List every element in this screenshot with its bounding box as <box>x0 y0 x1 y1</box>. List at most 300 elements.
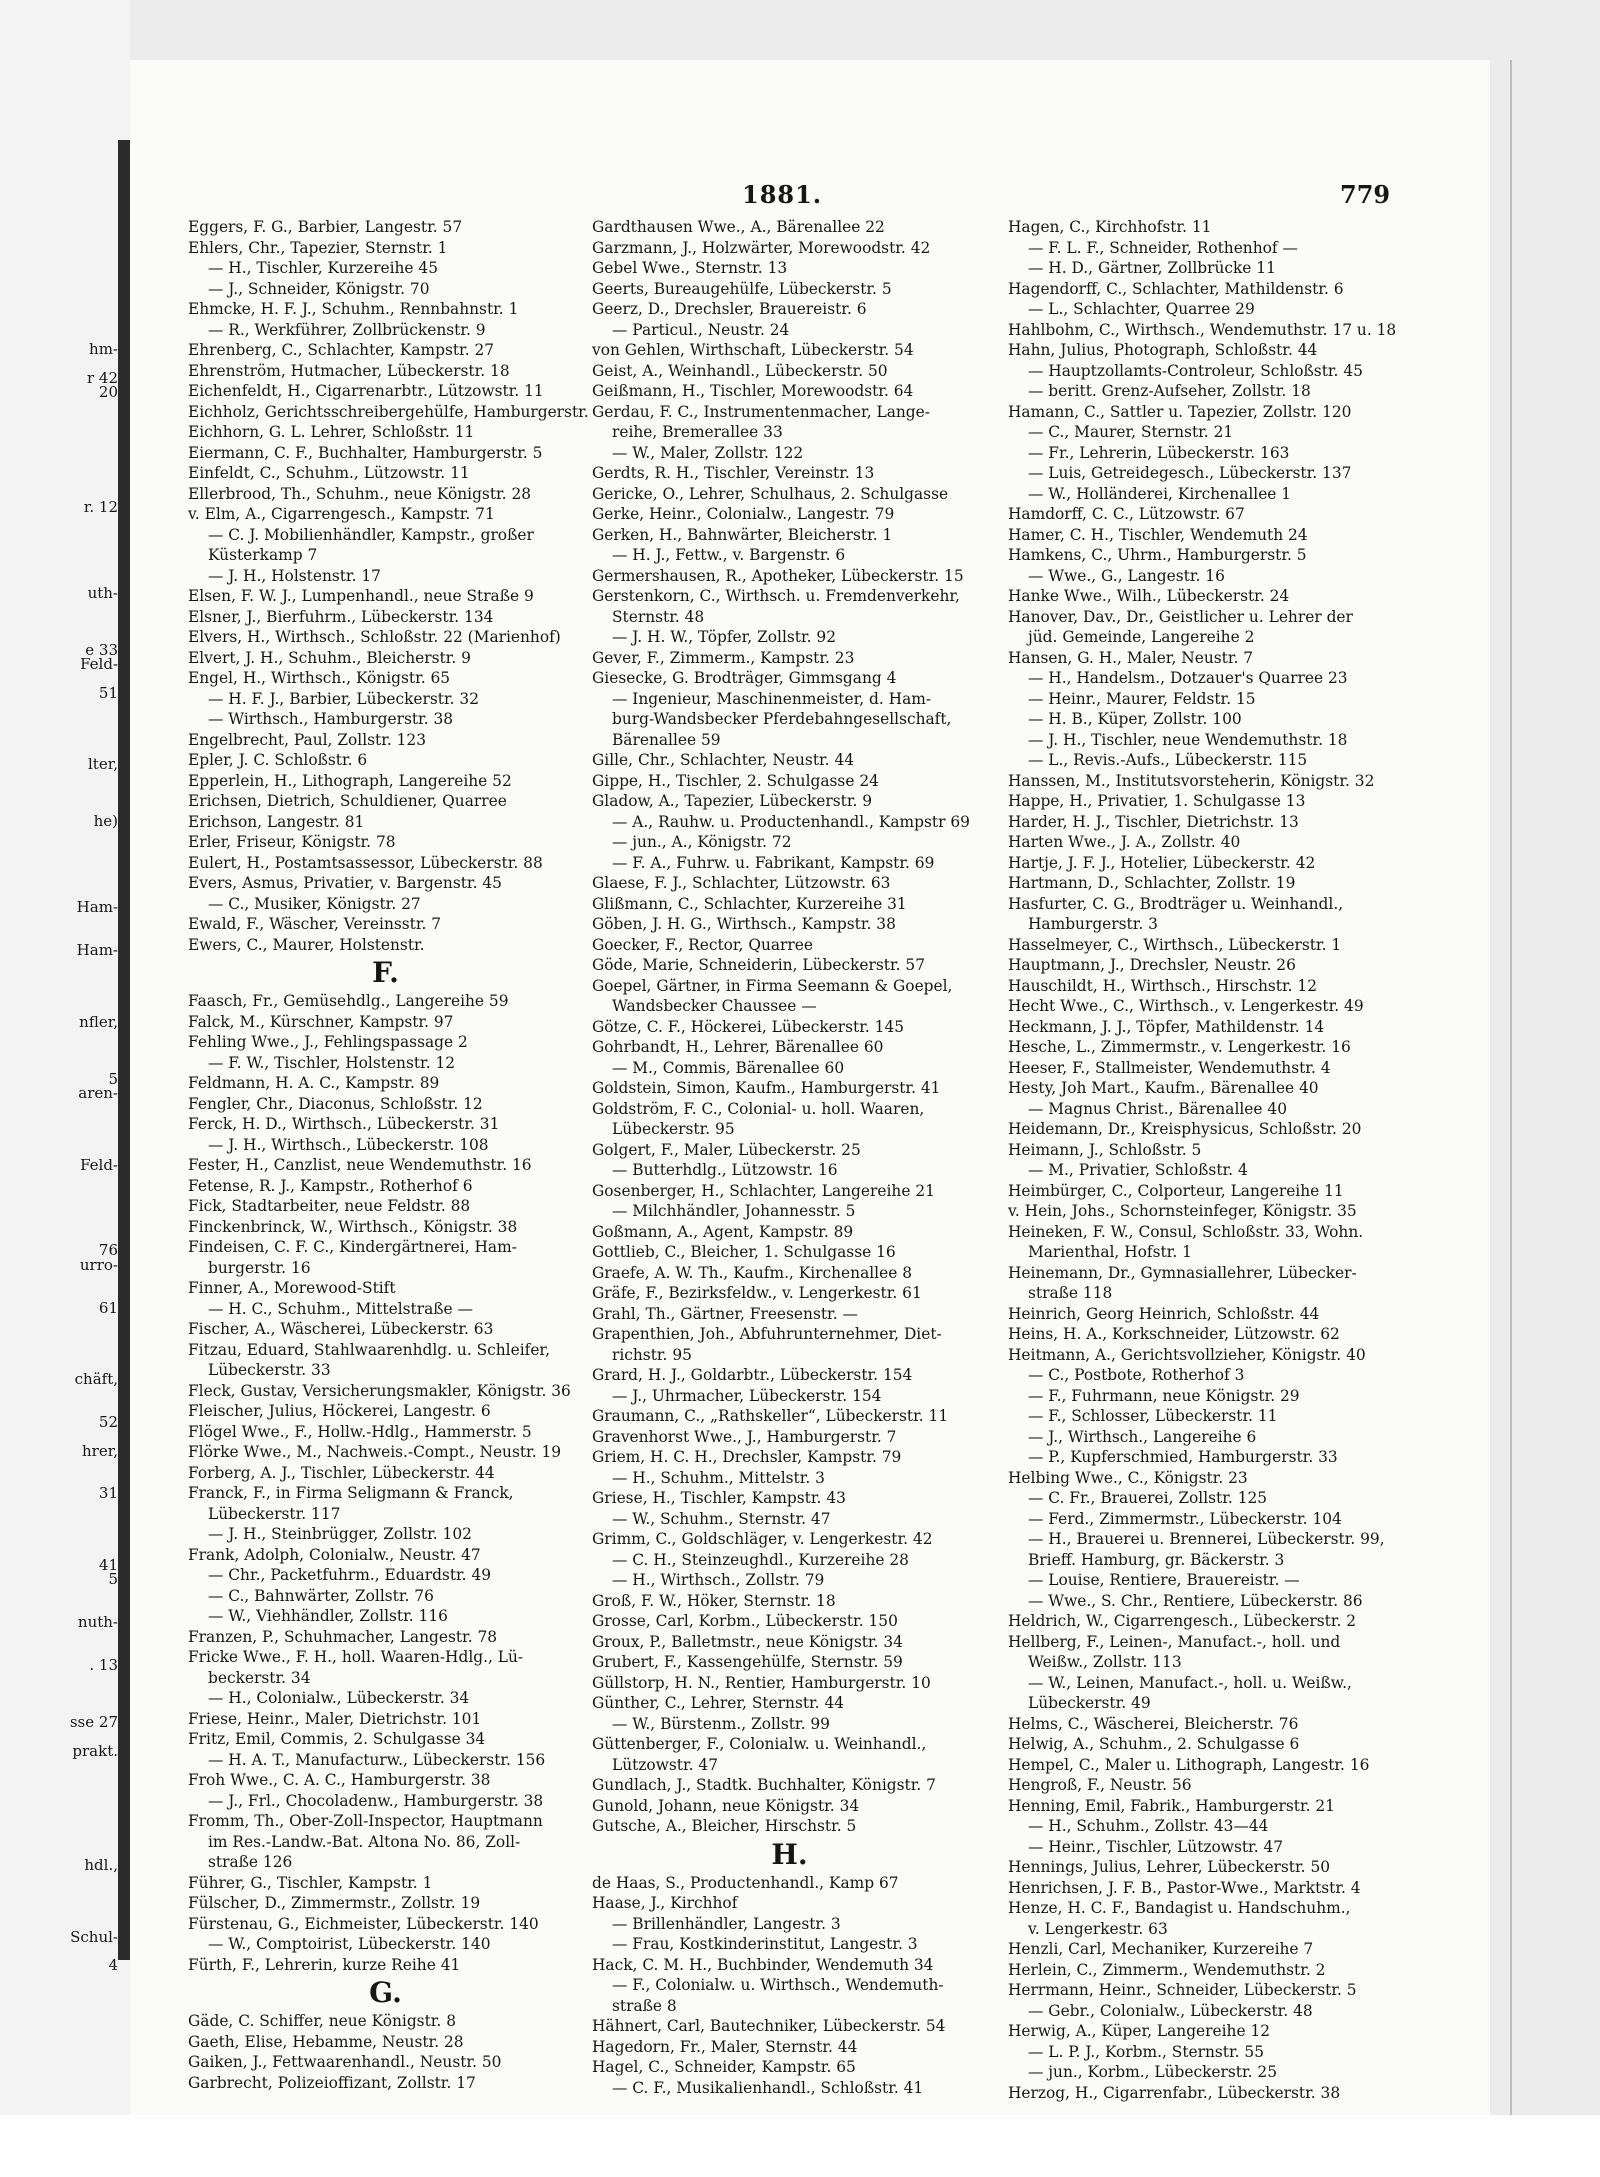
margin-fragment: nfler, <box>79 1012 118 1031</box>
directory-entry: Götze, C. F., Höckerei, Lübeckerstr. 145 <box>592 1017 905 1036</box>
directory-entry: Epperlein, H., Lithograph, Langereihe 52 <box>188 771 512 790</box>
directory-entry: Gebel Wwe., Sternstr. 13 <box>592 259 788 277</box>
directory-entry: Hansen, G. H., Maler, Neustr. 7 <box>1008 648 1254 667</box>
directory-entry: Falck, M., Kürschner, Kampstr. 97 <box>188 1012 454 1031</box>
directory-entry: Epler, J. C. Schloßstr. 6 <box>188 751 368 769</box>
directory-entry: — Milchhändler, Johannesstr. 5 <box>612 1202 856 1220</box>
directory-entry: Harten Wwe., J. A., Zollstr. 40 <box>1008 833 1241 851</box>
directory-entry: — C. Fr., Brauerei, Zollstr. 125 <box>1028 1489 1268 1507</box>
directory-entry: — H., Handelsm., Dotzauer's Quarree 23 <box>1028 669 1348 687</box>
directory-entry: Lübeckerstr. 49 <box>1028 1694 1151 1712</box>
margin-fragment: 4 <box>108 1956 118 1975</box>
directory-entry: Finckenbrinck, W., Wirthsch., Königstr. 38 <box>188 1217 518 1236</box>
directory-entry: Gardthausen Wwe., A., Bärenallee 22 <box>592 218 885 236</box>
directory-entry: — Hauptzollamts-Controleur, Schloßstr. 45 <box>1028 361 1363 380</box>
directory-entry: — Wwe., S. Chr., Rentiere, Lübeckerstr. 86 <box>1028 1591 1363 1610</box>
directory-entry: Ehrenström, Hutmacher, Lübeckerstr. 18 <box>188 361 510 380</box>
directory-entry: Ewers, C., Maurer, Holstenstr. <box>188 935 425 954</box>
directory-entry: — Ingenieur, Maschinenmeister, d. Ham- <box>612 689 932 708</box>
directory-entry: Hecht Wwe., C., Wirthsch., v. Lengerkestr. 49 <box>1008 997 1364 1015</box>
directory-entry: — C. F., Musikalienhandl., Schloßstr. 41 <box>612 2078 924 2097</box>
directory-entry: Gericke, O., Lehrer, Schulhaus, 2. Schulgasse <box>592 484 949 503</box>
directory-entry: — Louise, Rentiere, Brauereistr. — <box>1028 1571 1300 1589</box>
directory-entry: burgerstr. 16 <box>208 1258 311 1277</box>
directory-entry: Hahlbohm, C., Wirthsch., Wendemuthstr. 17 u. 18 <box>1008 320 1397 339</box>
directory-entry: Graumann, C., „Rathskeller“, Lübeckerstr. 11 <box>592 1407 949 1425</box>
directory-entry: Elvert, J. H., Schuhm., Bleicherstr. 9 <box>188 648 471 667</box>
directory-entry: — H., Colonialw., Lübeckerstr. 34 <box>208 1689 470 1707</box>
directory-entry: Franck, F., in Firma Seligmann & Franck, <box>188 1484 514 1502</box>
directory-entry: Gräfe, F., Bezirksfeldw., v. Lengerkestr. 61 <box>592 1284 922 1302</box>
directory-entry: — J. H. W., Töpfer, Zollstr. 92 <box>612 628 837 646</box>
directory-entry: Hack, C. M. H., Buchbinder, Wendemuth 34 <box>592 1955 934 1974</box>
directory-entry: — C., Musiker, Königstr. 27 <box>208 894 421 913</box>
margin-fragment: Ham- <box>76 941 118 959</box>
directory-entry: Eichenfeldt, H., Cigarrenarbtr., Lützowstr. 11 <box>188 382 544 400</box>
directory-column-2 <box>592 217 987 2097</box>
directory-entry: Fetense, R. J., Kampstr., Rotherhof 6 <box>188 1176 473 1195</box>
directory-entry: Sternstr. 48 <box>612 607 705 626</box>
directory-entry: Güttenberger, F., Colonialw. u. Weinhandl., <box>592 1735 927 1753</box>
directory-entry: — Wirthsch., Hamburgerstr. 38 <box>208 710 454 728</box>
directory-entry: Hauschildt, H., Wirthsch., Hirschstr. 12 <box>1008 976 1317 995</box>
margin-fragment: he) <box>93 812 118 831</box>
directory-entry: Gaeth, Elise, Hebamme, Neustr. 28 <box>188 2032 464 2051</box>
directory-entry: Henzli, Carl, Mechaniker, Kurzereihe 7 <box>1008 1940 1314 1958</box>
directory-entry: Flögel Wwe., F., Hollw.-Hdlg., Hammerstr. 5 <box>188 1422 532 1441</box>
directory-entry: Geerts, Bureaugehülfe, Lübeckerstr. 5 <box>592 279 892 298</box>
margin-fragment: e 33 <box>85 640 118 659</box>
directory-entry: Gäde, C. Schiffer, neue Königstr. 8 <box>188 2012 457 2030</box>
directory-entry: Gerke, Heinr., Colonialw., Langestr. 79 <box>592 505 895 523</box>
directory-entry: Findeisen, C. F. C., Kindergärtnerei, Ham- <box>188 1238 517 1256</box>
directory-entry: Hanssen, M., Institutsvorsteherin, Königstr. 32 <box>1008 771 1375 790</box>
directory-entry: — H., Wirthsch., Zollstr. 79 <box>612 1571 825 1589</box>
directory-entry: Erichson, Langestr. 81 <box>188 812 365 831</box>
directory-entry: — C., Bahnwärter, Zollstr. 76 <box>208 1586 434 1605</box>
directory-entry: — beritt. Grenz-Aufseher, Zollstr. 18 <box>1028 382 1311 400</box>
directory-entry: Goldstein, Simon, Kaufm., Hamburgerstr. 41 <box>592 1079 941 1097</box>
margin-fragment: urro- <box>79 1255 118 1274</box>
directory-entry: Hanover, Dav., Dr., Geistlicher u. Lehrer der <box>1008 607 1353 626</box>
directory-entry: Gundlach, J., Stadtk. Buchhalter, Königstr. 7 <box>592 1776 936 1794</box>
directory-entry: Gerken, H., Bahnwärter, Bleicherstr. 1 <box>592 525 893 544</box>
directory-entry: — W., Viehhändler, Zollstr. 116 <box>208 1607 448 1625</box>
directory-entry: — L. P. J., Korbm., Sternstr. 55 <box>1028 2042 1265 2061</box>
directory-entry: — H. J., Fettw., v. Bargenstr. 6 <box>612 546 846 564</box>
directory-entry: Goldström, F. C., Colonial- u. holl. Waaren, <box>592 1099 925 1118</box>
directory-entry: — C., Postbote, Rotherhof 3 <box>1028 1366 1245 1384</box>
directory-entry: — W., Holländerei, Kirchenallee 1 <box>1028 484 1292 503</box>
directory-entry: Fleck, Gustav, Versicherungsmakler, Königstr. 36 <box>188 1381 571 1400</box>
directory-entry: Garzmann, J., Holzwärter, Morewoodstr. 42 <box>592 238 931 257</box>
directory-column-3 <box>1008 217 1403 2102</box>
directory-entry: Hagendorff, C., Schlachter, Mathildenstr. 6 <box>1008 279 1344 298</box>
directory-entry: — C. H., Steinzeughdl., Kurzereihe 28 <box>612 1550 909 1569</box>
directory-entry: Hanke Wwe., Wilh., Lübeckerstr. 24 <box>1008 587 1290 605</box>
directory-entry: — F., Fuhrmann, neue Königstr. 29 <box>1028 1386 1300 1405</box>
directory-entry: Heidemann, Dr., Kreisphysicus, Schloßstr. 20 <box>1008 1120 1362 1138</box>
directory-entry: — Gebr., Colonialw., Lübeckerstr. 48 <box>1028 2001 1313 2020</box>
directory-entry: — Butterhdlg., Lützowstr. 16 <box>612 1161 838 1179</box>
directory-entry: Grapenthien, Joh., Abfuhrunternehmer, Diet- <box>592 1325 942 1343</box>
margin-fragment: uth- <box>87 583 118 602</box>
directory-entry: Fester, H., Canzlist, neue Wendemuthstr. 16 <box>188 1156 532 1174</box>
directory-entry: — W., Bürstenm., Zollstr. 99 <box>612 1714 830 1733</box>
directory-entry: Fricke Wwe., F. H., holl. Waaren-Hdlg., Lü- <box>188 1648 524 1666</box>
directory-entry: Glißmann, C., Schlachter, Kurzereihe 31 <box>592 894 907 913</box>
directory-entry: Gunold, Johann, neue Königstr. 34 <box>592 1796 860 1815</box>
directory-entry: Herlein, C., Zimmerm., Wendemuthstr. 2 <box>1008 1960 1326 1979</box>
directory-entry: Heimbürger, C., Colporteur, Langereihe 11 <box>1008 1181 1344 1200</box>
directory-entry: Einfeldt, C., Schuhm., Lützowstr. 11 <box>188 464 470 482</box>
directory-entry: — J., Schneider, Königstr. 70 <box>208 279 430 298</box>
directory-entry: Gutsche, A., Bleicher, Hirschstr. 5 <box>592 1817 857 1835</box>
margin-fragment: Schul- <box>70 1927 118 1946</box>
directory-entry: Ehmcke, H. F. J., Schuhm., Rennbahnstr. 1 <box>188 300 519 318</box>
directory-entry: — W., Comptoirist, Lübeckerstr. 140 <box>208 1935 491 1953</box>
directory-entry: Hagedorn, Fr., Maler, Sternstr. 44 <box>592 2037 858 2056</box>
directory-entry: — P., Kupferschmied, Hamburgerstr. 33 <box>1028 1448 1338 1466</box>
directory-entry: — J., Wirthsch., Langereihe 6 <box>1028 1427 1257 1446</box>
directory-entry: jüd. Gemeinde, Langereihe 2 <box>1028 628 1255 646</box>
directory-entry: Fleischer, Julius, Höckerei, Langestr. 6 <box>188 1402 491 1420</box>
directory-entry: — J., Frl., Chocoladenw., Hamburgerstr. 38 <box>208 1791 544 1810</box>
directory-entry: Heckmann, J. J., Töpfer, Mathildenstr. 14 <box>1008 1017 1325 1036</box>
margin-fragment: 52 <box>98 1412 118 1431</box>
directory-entry: Göde, Marie, Schneiderin, Lübeckerstr. 57 <box>592 956 925 974</box>
directory-entry: Hagel, C., Schneider, Kampstr. 65 <box>592 2058 856 2076</box>
margin-fragment: hm- <box>89 340 118 359</box>
directory-entry: Gerdau, F. C., Instrumentenmacher, Lange- <box>592 402 930 421</box>
directory-entry: Franzen, P., Schuhmacher, Langestr. 78 <box>188 1627 498 1646</box>
directory-entry: Finner, A., Morewood-Stift <box>188 1279 396 1297</box>
directory-entry: Herwig, A., Küper, Langereihe 12 <box>1008 2022 1271 2040</box>
directory-entry: Brieff. Hamburg, gr. Bäckerstr. 3 <box>1028 1550 1285 1569</box>
directory-entry: Fick, Stadtarbeiter, neue Feldstr. 88 <box>188 1197 471 1215</box>
margin-fragment: 20 <box>98 383 118 402</box>
section-letter: H. <box>771 1837 808 1871</box>
margin-fragment: . 13 <box>89 1656 118 1674</box>
directory-entry: Heineken, F. W., Consul, Schloßstr. 33, Wohn. <box>1008 1222 1364 1241</box>
directory-entry: Elvers, H., Wirthsch., Schloßstr. 22 (Marienhof) <box>188 628 561 646</box>
directory-entry: Gravenhorst Wwe., J., Hamburgerstr. 7 <box>592 1427 897 1446</box>
margin-fragment: prakt. <box>72 1741 118 1760</box>
directory-entry: — Luis, Getreidegesch., Lübeckerstr. 137 <box>1028 464 1352 482</box>
directory-entry: Fehling Wwe., J., Fehlingspassage 2 <box>188 1033 468 1051</box>
directory-entry: Germershausen, R., Apotheker, Lübeckerstr. 15 <box>592 566 964 585</box>
directory-entry: v. Lengerkestr. 63 <box>1028 1919 1168 1938</box>
directory-entry: Erichsen, Dietrich, Schuldiener, Quarree <box>188 792 507 810</box>
directory-entry: — H. F. J., Barbier, Lübeckerstr. 32 <box>208 689 480 708</box>
section-letter: F. <box>372 956 399 989</box>
directory-entry: Glaese, F. J., Schlachter, Lützowstr. 63 <box>592 874 891 892</box>
directory-entry: Gille, Chr., Schlachter, Neustr. 44 <box>592 751 855 769</box>
directory-entry: Hamdorff, C. C., Lützowstr. 67 <box>1008 505 1245 523</box>
margin-fragment: lter, <box>88 755 118 774</box>
directory-entry: Henrichsen, J. F. B., Pastor-Wwe., Marktstr. 4 <box>1008 1878 1361 1897</box>
directory-entry: — H. D., Gärtner, Zollbrücke 11 <box>1028 259 1276 277</box>
directory-entry: Hagen, C., Kirchhofstr. 11 <box>1008 218 1212 236</box>
directory-entry: Gladow, A., Tapezier, Lübeckerstr. 9 <box>592 792 873 810</box>
directory-entry: Fischer, A., Wäscherei, Lübeckerstr. 63 <box>188 1320 494 1338</box>
directory-entry: — H., Schuhm., Zollstr. 43—44 <box>1028 1817 1269 1835</box>
directory-entry: Ehrenberg, C., Schlachter, Kampstr. 27 <box>188 341 495 359</box>
directory-entry: Hähnert, Carl, Bautechniker, Lübeckerstr. 54 <box>592 2017 946 2035</box>
scan-border <box>0 2115 1600 2177</box>
margin-fragment: hrer, <box>82 1441 118 1460</box>
directory-entry: Elsen, F. W. J., Lumpenhandl., neue Straße 9 <box>188 587 534 605</box>
directory-entry: — J. H., Wirthsch., Lübeckerstr. 108 <box>208 1135 489 1154</box>
directory-entry: Grimm, C., Goldschläger, v. Lengerkestr. 42 <box>592 1530 933 1548</box>
directory-entry: Fitzau, Eduard, Stahlwaarenhdlg. u. Schleifer, <box>188 1340 550 1359</box>
directory-entry: Heins, H. A., Korkschneider, Lützowstr. 62 <box>1008 1325 1340 1343</box>
directory-entry: Wandsbecker Chaussee — <box>612 997 817 1015</box>
directory-entry: Fritz, Emil, Commis, 2. Schulgasse 34 <box>188 1730 486 1748</box>
margin-fragment: hdl., <box>84 1856 118 1875</box>
directory-entry: Engel, H., Wirthsch., Königstr. 65 <box>188 669 451 687</box>
directory-entry: Fengler, Chr., Diaconus, Schloßstr. 12 <box>188 1094 483 1113</box>
directory-entry: — Ferd., Zimmermstr., Lübeckerstr. 104 <box>1028 1509 1342 1528</box>
directory-entry: Heeser, F., Stallmeister, Wendemuthstr. 4 <box>1008 1058 1331 1077</box>
directory-entry: Heinemann, Dr., Gymnasiallehrer, Lübecker- <box>1008 1263 1357 1282</box>
directory-entry: Happe, H., Privatier, 1. Schulgasse 13 <box>1008 792 1306 810</box>
directory-entry: Grosse, Carl, Korbm., Lübeckerstr. 150 <box>592 1612 898 1630</box>
directory-entry: Fürth, F., Lehrerin, kurze Reihe 41 <box>188 1955 461 1974</box>
margin-fragment: sse 27 <box>69 1713 118 1732</box>
directory-entry: Hempel, C., Maler u. Lithograph, Langestr. 16 <box>1008 1755 1370 1774</box>
directory-entry: — L., Schlachter, Quarree 29 <box>1028 300 1255 318</box>
directory-entry: Herrmann, Heinr., Schneider, Lübeckerstr. 5 <box>1008 1981 1357 1999</box>
margin-fragment: r 42 <box>86 369 118 387</box>
directory-entry: Grard, H. J., Goldarbtr., Lübeckerstr. 154 <box>592 1366 913 1384</box>
directory-entry: Henning, Emil, Fabrik., Hamburgerstr. 21 <box>1008 1796 1335 1815</box>
directory-entry: — A., Rauhw. u. Productenhandl., Kampstr 69 <box>612 812 970 831</box>
directory-entry: Hamer, C. H., Tischler, Wendemuth 24 <box>1008 525 1308 544</box>
directory-entry: Golgert, F., Maler, Lübeckerstr. 25 <box>592 1140 861 1159</box>
directory-entry: Eulert, H., Postamtsassessor, Lübeckerstr. 88 <box>188 853 543 872</box>
directory-entry: Griese, H., Tischler, Kampstr. 43 <box>592 1489 846 1507</box>
directory-entry: Hamkens, C., Uhrm., Hamburgerstr. 5 <box>1008 546 1307 564</box>
directory-entry: Forberg, A. J., Tischler, Lübeckerstr. 44 <box>188 1463 495 1482</box>
margin-fragment: Feld- <box>80 655 118 673</box>
directory-entry: Henze, H. C. F., Bandagist u. Handschuhm., <box>1008 1899 1351 1917</box>
directory-entry: — R., Werkführer, Zollbrückenstr. 9 <box>208 320 486 339</box>
directory-entry: — Wwe., G., Langestr. 16 <box>1028 566 1225 585</box>
margin-fragment: 41 <box>98 1555 118 1574</box>
directory-entry: — J. H., Steinbrügger, Zollstr. 102 <box>208 1525 472 1543</box>
directory-entry: Helbing Wwe., C., Königstr. 23 <box>1008 1468 1248 1487</box>
directory-entry: Groß, F. W., Höker, Sternstr. 18 <box>592 1591 836 1610</box>
directory-entry: — H. A. T., Manufacturw., Lübeckerstr. 156 <box>208 1750 546 1769</box>
directory-entry: Heitmann, A., Gerichtsvollzieher, Königstr. 40 <box>1008 1345 1366 1364</box>
directory-column-1 <box>188 217 589 2092</box>
directory-entry: Giesecke, G. Brodträger, Gimmsgang 4 <box>592 669 897 687</box>
directory-entry: reihe, Bremerallee 33 <box>612 423 783 441</box>
directory-entry: Helwig, A., Schuhm., 2. Schulgasse 6 <box>1008 1735 1300 1753</box>
directory-entry: Hennings, Julius, Lehrer, Lübeckerstr. 50 <box>1008 1858 1331 1876</box>
directory-entry: Gohrbandt, H., Lehrer, Bärenallee 60 <box>592 1038 884 1056</box>
directory-entry: Graefe, A. W. Th., Kaufm., Kirchenallee 8 <box>592 1263 912 1282</box>
directory-entry: Heinrich, Georg Heinrich, Schloßstr. 44 <box>1008 1304 1320 1323</box>
directory-entry: Geißmann, H., Tischler, Morewoodstr. 64 <box>592 382 914 400</box>
directory-entry: — F., Colonialw. u. Wirthsch., Wendemuth- <box>612 1976 944 1994</box>
directory-entry: Eggers, F. G., Barbier, Langestr. 57 <box>188 218 463 236</box>
directory-entry: — C. J. Mobilienhändler, Kampstr., großer <box>208 525 534 544</box>
margin-fragment: 5 <box>108 1069 118 1088</box>
margin-fragment: 61 <box>98 1298 118 1317</box>
directory-entry: Güllstorp, H. N., Rentier, Hamburgerstr. 10 <box>592 1673 931 1692</box>
directory-entry: Hartmann, D., Schlachter, Zollstr. 19 <box>1008 874 1296 892</box>
directory-entry: — Frau, Kostkinderinstitut, Langestr. 3 <box>612 1935 918 1953</box>
directory-entry: Gottlieb, C., Bleicher, 1. Schulgasse 16 <box>592 1243 896 1261</box>
margin-fragment: nuth- <box>77 1613 118 1632</box>
directory-entry: richstr. 95 <box>612 1345 692 1364</box>
directory-entry: Fürstenau, G., Eichmeister, Lübeckerstr. 140 <box>188 1914 539 1933</box>
directory-entry: — C., Maurer, Sternstr. 21 <box>1028 423 1234 441</box>
directory-entry: Hamburgerstr. 3 <box>1028 915 1158 933</box>
directory-entry: — L., Revis.-Aufs., Lübeckerstr. 115 <box>1028 751 1308 769</box>
directory-entry: Goßmann, A., Agent, Kampstr. 89 <box>592 1222 854 1241</box>
directory-entry: — M., Privatier, Schloßstr. 4 <box>1028 1161 1248 1179</box>
directory-entry: Günther, C., Lehrer, Sternstr. 44 <box>592 1694 845 1712</box>
directory-entry: Goecker, F., Rector, Quarree <box>592 935 813 954</box>
directory-entry: — H., Tischler, Kurzereihe 45 <box>208 259 439 277</box>
directory-entry: Lübeckerstr. 95 <box>612 1120 735 1138</box>
directory-entry: Geerz, D., Drechsler, Brauereistr. 6 <box>592 300 867 318</box>
directory-entry: straße 118 <box>1028 1284 1113 1302</box>
previous-page-fragments <box>0 225 118 2005</box>
directory-entry: Gosenberger, H., Schlachter, Langereihe 21 <box>592 1181 935 1200</box>
directory-entry: Hengroß, F., Neustr. 56 <box>1008 1776 1192 1794</box>
directory-entry: — F., Schlosser, Lübeckerstr. 11 <box>1028 1407 1278 1425</box>
directory-entry: Marienthal, Hofstr. 1 <box>1028 1243 1192 1261</box>
directory-entry: straße 8 <box>612 1996 677 2015</box>
directory-entry: — J. H., Tischler, neue Wendemuthstr. 18 <box>1028 730 1348 749</box>
directory-entry: — jun., A., Königstr. 72 <box>612 833 792 851</box>
directory-entry: Hamann, C., Sattler u. Tapezier, Zollstr. 120 <box>1008 402 1352 421</box>
directory-entry: — Heinr., Tischler, Lützowstr. 47 <box>1028 1837 1284 1856</box>
margin-fragment: 31 <box>98 1484 118 1503</box>
directory-entry: Hellberg, F., Leinen-, Manufact.-, holl. und <box>1008 1632 1341 1651</box>
directory-entry: Eichholz, Gerichtsschreibergehülfe, Hamburgerstr. <box>188 402 589 421</box>
directory-entry: — J., Uhrmacher, Lübeckerstr. 154 <box>612 1386 882 1405</box>
directory-entry: Lübeckerstr. 33 <box>208 1361 331 1379</box>
margin-fragment: r. 12 <box>83 497 118 516</box>
directory-entry: — Chr., Packetfuhrm., Eduardstr. 49 <box>208 1566 492 1584</box>
directory-entry: Fülscher, D., Zimmermstr., Zollstr. 19 <box>188 1894 481 1912</box>
directory-entry: Hauptmann, J., Drechsler, Neustr. 26 <box>1008 956 1296 974</box>
directory-entry: von Gehlen, Wirthschaft, Lübeckerstr. 54 <box>592 341 914 359</box>
directory-entry: Gippe, H., Tischler, 2. Schulgasse 24 <box>592 771 879 790</box>
margin-fragment: chäft, <box>74 1370 118 1388</box>
directory-entry: Hasfurter, C. G., Brodträger u. Weinhandl., <box>1008 894 1344 913</box>
directory-entry: Ellerbrood, Th., Schuhm., neue Königstr. 28 <box>188 484 532 503</box>
directory-entry: Lützowstr. 47 <box>612 1755 718 1774</box>
directory-entry: v. Hein, Johs., Schornsteinfeger, Königstr. 35 <box>1008 1202 1357 1220</box>
directory-entry: Flörke Wwe., M., Nachweis.-Compt., Neustr. 19 <box>188 1443 562 1461</box>
directory-entry: — Magnus Christ., Bärenallee 40 <box>1028 1099 1287 1118</box>
directory-entry: — F. A., Fuhrw. u. Fabrikant, Kampstr. 69 <box>612 853 935 872</box>
directory-entry: Hasselmeyer, C., Wirthsch., Lübeckerstr. 1 <box>1008 935 1342 954</box>
directory-entry: Frank, Adolph, Colonialw., Neustr. 47 <box>188 1545 481 1564</box>
directory-entry: — W., Leinen, Manufact.-, holl. u. Weißw., <box>1028 1673 1352 1692</box>
directory-entry: Goepel, Gärtner, in Firma Seemann & Goepel, <box>592 976 953 995</box>
directory-entry: Friese, Heinr., Maler, Dietrichstr. 101 <box>188 1709 482 1728</box>
directory-entry: Erler, Friseur, Königstr. 78 <box>188 833 396 851</box>
directory-entry: — H., Schuhm., Mittelstr. 3 <box>612 1468 825 1487</box>
margin-fragment: Ham- <box>76 898 118 917</box>
directory-entry: Ehlers, Chr., Tapezier, Sternstr. 1 <box>188 238 448 257</box>
directory-entry: Gaiken, J., Fettwaarenhandl., Neustr. 50 <box>188 2053 502 2071</box>
directory-entry: Lübeckerstr. 117 <box>208 1504 341 1523</box>
directory-entry: Führer, G., Tischler, Kampstr. 1 <box>188 1873 433 1892</box>
directory-entry: Göben, J. H. G., Wirthsch., Kampstr. 38 <box>592 915 896 933</box>
section-letter: G. <box>369 1976 402 2009</box>
directory-entry: Haase, J., Kirchhof <box>592 1894 738 1912</box>
directory-entry: Faasch, Fr., Gemüsehdlg., Langereihe 59 <box>188 992 509 1010</box>
directory-entry: Garbrecht, Polizeioffizant, Zollstr. 17 <box>188 2073 476 2092</box>
directory-entry: Heimann, J., Schloßstr. 5 <box>1008 1140 1202 1159</box>
directory-entry: Helms, C., Wäscherei, Bleicherstr. 76 <box>1008 1714 1299 1733</box>
page-number: 779 <box>1340 180 1391 209</box>
directory-entry: Fromm, Th., Ober-Zoll-Inspector, Hauptmann <box>188 1812 543 1830</box>
directory-entry: Hartje, J. F. J., Hotelier, Lübeckerstr. 42 <box>1008 853 1316 872</box>
directory-entry: — F. L. F., Schneider, Rothenhof — <box>1028 238 1298 257</box>
directory-entry: Elsner, J., Bierfuhrm., Lübeckerstr. 134 <box>188 607 494 626</box>
directory-entry: Geist, A., Weinhandl., Lübeckerstr. 50 <box>592 361 888 380</box>
directory-entry: Hahn, Julius, Photograph, Schloßstr. 44 <box>1008 341 1318 359</box>
directory-entry: Ferck, H. D., Wirthsch., Lübeckerstr. 31 <box>188 1115 500 1133</box>
directory-entry: Froh Wwe., C. A. C., Hamburgerstr. 38 <box>188 1771 491 1789</box>
directory-entry: — H. B., Küper, Zollstr. 100 <box>1028 710 1242 728</box>
directory-entry: Gerdts, R. H., Tischler, Vereinstr. 13 <box>592 464 875 482</box>
directory-entry: Hesty, Joh Mart., Kaufm., Bärenallee 40 <box>1008 1079 1319 1097</box>
directory-entry: Herzog, H., Cigarrenfabr., Lübeckerstr. 38 <box>1008 2083 1341 2102</box>
margin-fragment: 51 <box>98 683 118 702</box>
directory-entry: Gerstenkorn, C., Wirthsch. u. Fremdenverkehr, <box>592 587 960 605</box>
directory-entry: Küsterkamp 7 <box>208 546 318 564</box>
margin-fragment: aren- <box>78 1084 118 1102</box>
directory-entry: de Haas, S., Productenhandl., Kamp 67 <box>592 1873 899 1892</box>
directory-entry: Griem, H. C. H., Drechsler, Kampstr. 79 <box>592 1448 902 1466</box>
directory-entry: Heldrich, W., Cigarrengesch., Lübeckerstr. 2 <box>1008 1612 1357 1630</box>
directory-entry: im Res.-Landw.-Bat. Altona No. 86, Zoll- <box>208 1832 521 1851</box>
directory-entry: straße 126 <box>208 1853 293 1871</box>
directory-entry: Ewald, F., Wäscher, Vereinsstr. 7 <box>188 915 442 933</box>
directory-entry: Weißw., Zollstr. 113 <box>1028 1653 1182 1671</box>
directory-entry: — M., Commis, Bärenallee 60 <box>612 1058 845 1077</box>
directory-entry: Harder, H. J., Tischler, Dietrichstr. 13 <box>1008 812 1299 831</box>
directory-entry: Evers, Asmus, Privatier, v. Bargenstr. 45 <box>188 874 502 892</box>
directory-entry: — W., Maler, Zollstr. 122 <box>612 443 804 462</box>
directory-entry: Gever, F., Zimmerm., Kampstr. 23 <box>592 648 855 667</box>
directory-entry: v. Elm, A., Cigarrengesch., Kampstr. 71 <box>188 505 495 523</box>
margin-fragment: 76 <box>98 1241 118 1260</box>
directory-entry: Grahl, Th., Gärtner, Freesenstr. — <box>592 1304 858 1323</box>
directory-entry: — Fr., Lehrerin, Lübeckerstr. 163 <box>1028 443 1290 462</box>
directory-entry: Groux, P., Balletmstr., neue Königstr. 34 <box>592 1632 903 1651</box>
page-edge <box>1510 60 1512 2115</box>
directory-entry: Bärenallee 59 <box>612 730 721 749</box>
directory-entry: Eichhorn, G. L. Lehrer, Schloßstr. 11 <box>188 423 475 441</box>
directory-entry: — Heinr., Maurer, Feldstr. 15 <box>1028 689 1256 708</box>
directory-entry: beckerstr. 34 <box>208 1668 311 1687</box>
directory-entry: Eiermann, C. F., Buchhalter, Hamburgerstr. 5 <box>188 443 543 462</box>
directory-entry: — H. C., Schuhm., Mittelstraße — <box>208 1299 473 1318</box>
page-year: 1881. <box>742 180 823 209</box>
directory-entry: Feldmann, H. A. C., Kampstr. 89 <box>188 1074 440 1092</box>
